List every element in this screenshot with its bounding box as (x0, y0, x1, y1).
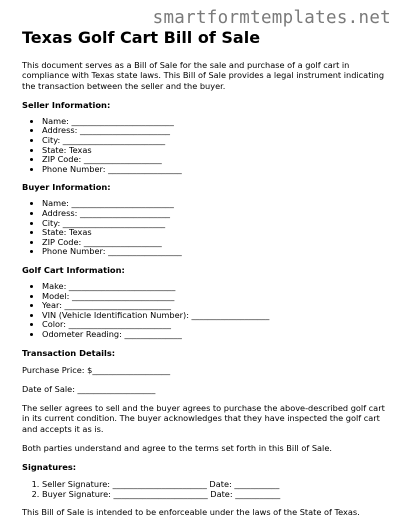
buyer-zip-field: • ZIP Code: ___________________ (42, 238, 388, 248)
page-title: Texas Golf Cart Bill of Sale (22, 28, 261, 47)
cart-color-field: • Color: _________________________ (42, 320, 388, 330)
buyer-state-field: • State: Texas (42, 228, 388, 238)
bill-of-sale-document (22, 28, 388, 518)
terms-paragraph: Both parties understand and agree to the terms set forth in this Bill of Sale. (22, 443, 332, 454)
seller-city-field: • City: _________________________ (42, 136, 388, 146)
cart-list (22, 282, 388, 340)
signatures-heading: Signatures: (22, 462, 77, 473)
cart-heading: Golf Cart Information: (22, 265, 125, 276)
signatures-list (22, 479, 388, 499)
buyer-signature-line: 2. Buyer Signature: _______________________ Date: ___________ (42, 489, 388, 499)
seller-list (22, 117, 388, 175)
seller-phone-field: • Phone Number: __________________ (42, 165, 388, 175)
buyer-name-field: • Name: _________________________ (42, 199, 388, 209)
footer-paragraph: This Bill of Sale is intended to be enforceable under the laws of the State of Texas. (22, 507, 360, 518)
transaction-heading: Transaction Details: (22, 347, 116, 358)
cart-make-field: • Make: __________________________ (42, 282, 388, 292)
buyer-address-field: • Address: ______________________ (42, 209, 388, 219)
buyer-city-field: • City: _________________________ (42, 219, 388, 229)
seller-address-field: • Address: ______________________ (42, 126, 388, 136)
buyer-heading: Buyer Information: (22, 182, 111, 193)
seller-name-field: • Name: _________________________ (42, 117, 388, 127)
date-of-sale-field: Date of Sale: ___________________ (22, 383, 156, 394)
seller-zip-field: • ZIP Code: ___________________ (42, 155, 388, 165)
cart-vin-field: • VIN (Vehicle Identification Number): ___________________ (42, 311, 388, 321)
seller-signature-line: 1. Seller Signature: _______________________ Date: ___________ (42, 479, 388, 489)
purchase-price-field: Purchase Price: $___________________ (22, 364, 171, 375)
buyer-list (22, 199, 388, 257)
cart-model-field: • Model: _________________________ (42, 292, 388, 302)
cart-odometer-field: • Odometer Reading: ______________ (42, 330, 388, 340)
agreement-paragraph: The seller agrees to sell and the buyer agrees to purchase the above-described golf cart in its current condition. The buyer acknowledges that they have inspected the golf cart and accepts it as is. (22, 403, 385, 434)
cart-year-field: • Year: __________________________ (42, 301, 388, 311)
seller-heading: Seller Information: (22, 99, 111, 110)
intro-paragraph: This document serves as a Bill of Sale for the sale and purchase of a golf cart in compliance with Texas state laws. This Bill of Sale provides a legal instrument indicating the transaction between the seller and the buyer. (22, 60, 385, 91)
seller-state-field: • State: Texas (42, 146, 388, 156)
watermark: smartformtemplates.net (152, 8, 391, 28)
buyer-phone-field: • Phone Number: __________________ (42, 247, 388, 257)
